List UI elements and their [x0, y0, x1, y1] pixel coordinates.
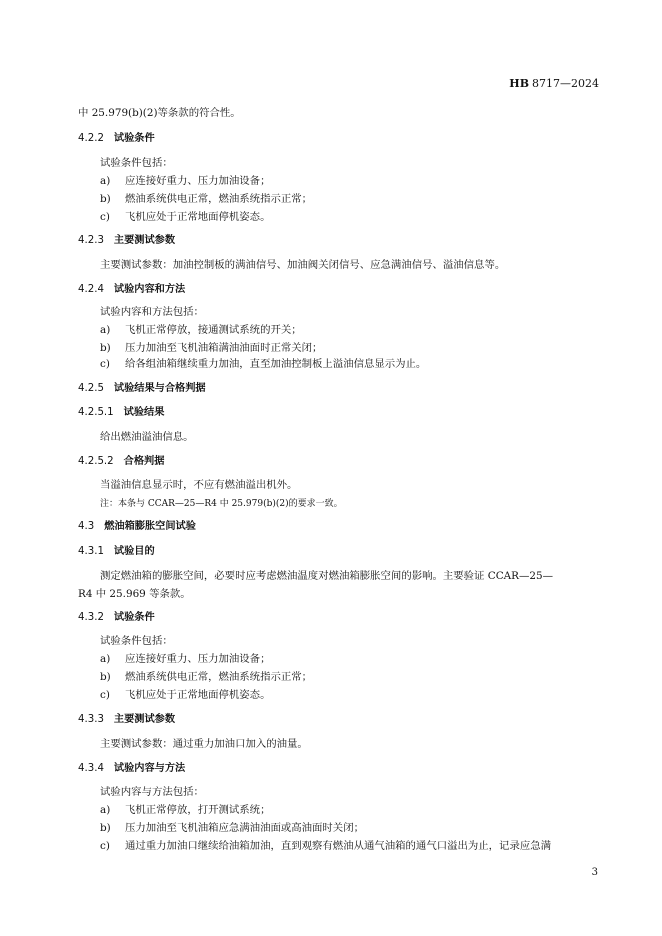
paragraph-line: 中 25.979(b)(2)等条款的符合性。	[78, 107, 241, 119]
list-text: 应连接好重力、压力加油设备；	[125, 175, 271, 187]
standard-prefix: HB	[509, 77, 529, 90]
paragraph-line: R4 中 25.969 等条款。	[78, 588, 191, 600]
list-text: 给各组油箱继续重力加油，直至加油控制板上溢油信息显示为止。	[125, 358, 427, 370]
list-item	[100, 192, 312, 206]
list-item	[100, 688, 270, 702]
list-marker: c)	[100, 358, 110, 370]
section-number: 4.2.5	[78, 383, 104, 394]
section-number: 4.3.4	[78, 763, 104, 774]
standard-code-header	[509, 77, 599, 90]
section-number: 4.3.3	[78, 714, 104, 725]
paragraph-line: 给出燃油溢油信息。	[100, 431, 194, 443]
section-number: 4.3.2	[78, 612, 104, 623]
paragraph-line: 试验条件包括：	[100, 635, 173, 647]
list-marker: a)	[100, 653, 111, 665]
section-heading-4-3-2	[78, 611, 155, 625]
list-item	[100, 341, 322, 355]
section-heading-4-2-5-1	[78, 406, 164, 420]
list-marker: a)	[100, 175, 111, 187]
note-line: 注：本条与 CCAR—25—R4 中 25.979(b)(2)的要求一致。	[100, 499, 343, 509]
list-text: 飞机正常停放，接通测试系统的开关；	[125, 324, 302, 336]
standard-number: 8717—2024	[532, 77, 599, 90]
list-item	[100, 803, 270, 817]
list-item	[100, 210, 270, 224]
list-text: 飞机应处于正常地面停机姿态。	[125, 211, 271, 223]
list-marker: b)	[100, 671, 111, 683]
section-number: 4.2.5.2	[78, 456, 114, 467]
section-heading-4-3-3	[78, 713, 175, 727]
paragraph-line: 测定燃油箱的膨胀空间，必要时应考虑燃油温度对燃油箱膨胀空间的影响。主要验证 CCAR—25—	[100, 570, 553, 582]
list-text: 飞机正常停放，打开测试系统；	[125, 804, 271, 816]
list-marker: c)	[100, 840, 110, 852]
section-number: 4.2.4	[78, 284, 104, 295]
section-heading-4-2-5-2	[78, 455, 164, 469]
section-number: 4.2.3	[78, 235, 104, 246]
section-title: 主要测试参数	[113, 235, 176, 246]
list-item	[100, 357, 426, 371]
section-title: 试验内容和方法	[113, 284, 186, 295]
list-marker: b)	[100, 822, 111, 834]
page-number: 3	[591, 867, 598, 878]
list-item	[100, 323, 302, 337]
section-title: 试验目的	[113, 546, 155, 557]
list-text: 应连接好重力、压力加油设备；	[125, 653, 271, 665]
paragraph-line: 主要测试参数：加油控制板的满油信号、加油阀关闭信号、应急满油信号、溢油信息等。	[100, 259, 506, 271]
paragraph-line: 主要测试参数：通过重力加油口加入的油量。	[100, 738, 308, 750]
section-title: 试验条件	[113, 133, 155, 144]
list-text: 压力加油至飞机油箱应急满油油面或高油面时关闭；	[125, 822, 364, 834]
section-heading-4-2-5	[78, 382, 206, 396]
list-item	[100, 821, 364, 835]
section-number: 4.2.2	[78, 133, 104, 144]
section-title: 试验结果	[123, 407, 165, 418]
section-heading-4-2-4	[78, 283, 185, 297]
list-text: 燃油系统供电正常，燃油系统指示正常；	[125, 193, 313, 205]
list-marker: c)	[100, 211, 110, 223]
list-marker: b)	[100, 342, 111, 354]
section-heading-4-2-3	[78, 234, 175, 248]
section-heading-4-3-4	[78, 762, 185, 776]
list-text: 飞机应处于正常地面停机姿态。	[125, 689, 271, 701]
list-marker: c)	[100, 689, 110, 701]
section-number: 4.3.1	[78, 546, 104, 557]
section-heading-4-2-2	[78, 132, 155, 146]
section-title: 试验结果与合格判据	[113, 383, 206, 394]
list-item	[100, 839, 551, 853]
section-title: 主要测试参数	[113, 714, 176, 725]
list-marker: a)	[100, 324, 111, 336]
paragraph-line: 试验内容和方法包括：	[100, 306, 204, 318]
list-text: 压力加油至飞机油箱满油油面时正常关闭；	[125, 342, 323, 354]
section-number: 4.2.5.1	[78, 407, 114, 418]
list-text: 燃油系统供电正常，燃油系统指示正常；	[125, 671, 313, 683]
list-item	[100, 670, 312, 684]
section-title: 合格判据	[123, 456, 165, 467]
paragraph-line: 试验条件包括：	[100, 157, 173, 169]
section-title: 燃油箱膨胀空间试验	[104, 521, 196, 532]
section-title: 试验条件	[113, 612, 155, 623]
list-item	[100, 174, 270, 188]
section-title: 试验内容与方法	[113, 763, 186, 774]
paragraph-line: 试验内容与方法包括：	[100, 786, 204, 798]
list-marker: a)	[100, 804, 111, 816]
section-number: 4.3	[78, 521, 95, 532]
list-item	[100, 652, 270, 666]
list-marker: b)	[100, 193, 111, 205]
section-heading-4-3-1	[78, 545, 155, 559]
list-text: 通过重力加油口继续给油箱加油，直到观察有燃油从通气油箱的通气口溢出为止，记录应急满	[125, 840, 552, 852]
section-heading-4-3	[78, 520, 196, 534]
paragraph-line: 当溢油信息显示时，不应有燃油溢出机外。	[100, 479, 298, 491]
